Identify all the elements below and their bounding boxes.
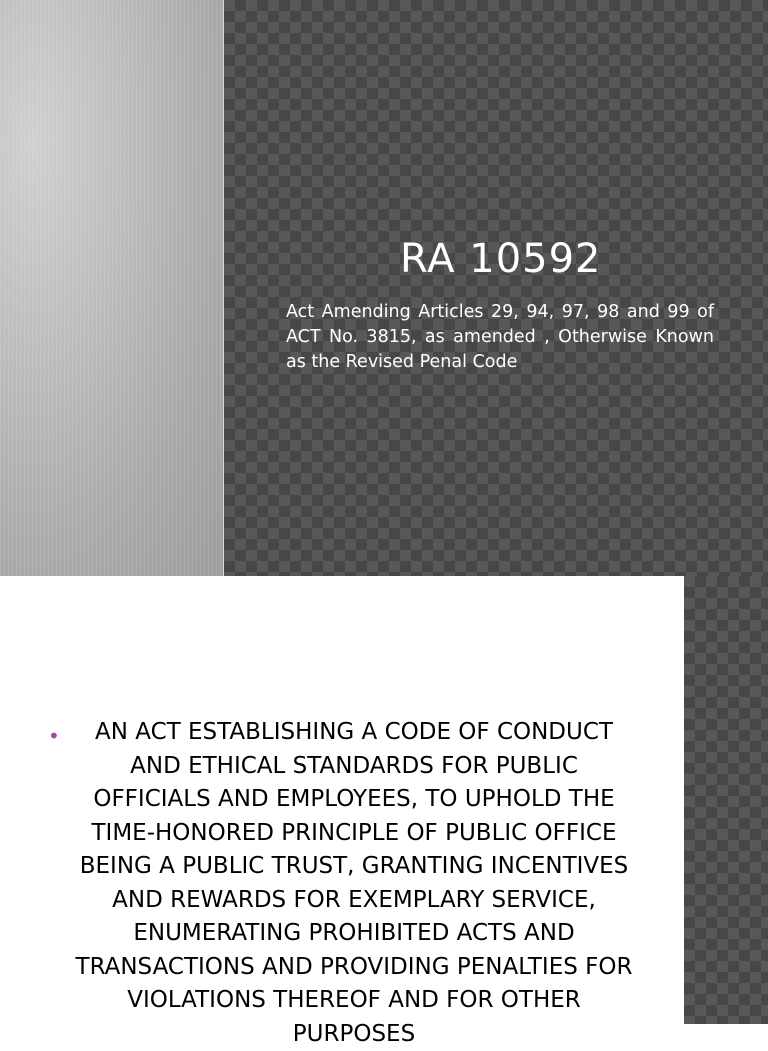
slide-title: RA 10592 <box>400 236 602 282</box>
diamond-pattern-strip <box>684 576 768 1024</box>
slide-subtitle: Act Amending Articles 29, 94, 97, 98 and 99 of ACT No. 3815, as amended , Otherwise Known as the Revised Penal Code <box>286 302 714 372</box>
diamond-pattern-panel <box>224 0 768 576</box>
bullet-text: AN ACT ESTABLISHING A CODE OF CONDUCT AND ETHICAL STANDARDS FOR PUBLIC OFFICIALS AND EMPLOYEES, TO UPHOLD THE TIME-HONORED PRINCIPLE OF PUBLIC OFFICE BEING A PUBLIC TRUST, GRANTING INCENTIVES AND REWARDS FOR EXEMPLARY SERVICE, ENUMERATING PROHIBITED ACTS AND TRANSACTIONS AND PROVIDING PENALTIES FOR VIOLATIONS THEREOF AND FOR OTHER PURPOSES <box>75 719 633 1047</box>
content-slide <box>0 576 768 1047</box>
gradient-panel <box>0 0 224 576</box>
bullet-icon: • <box>48 724 60 748</box>
